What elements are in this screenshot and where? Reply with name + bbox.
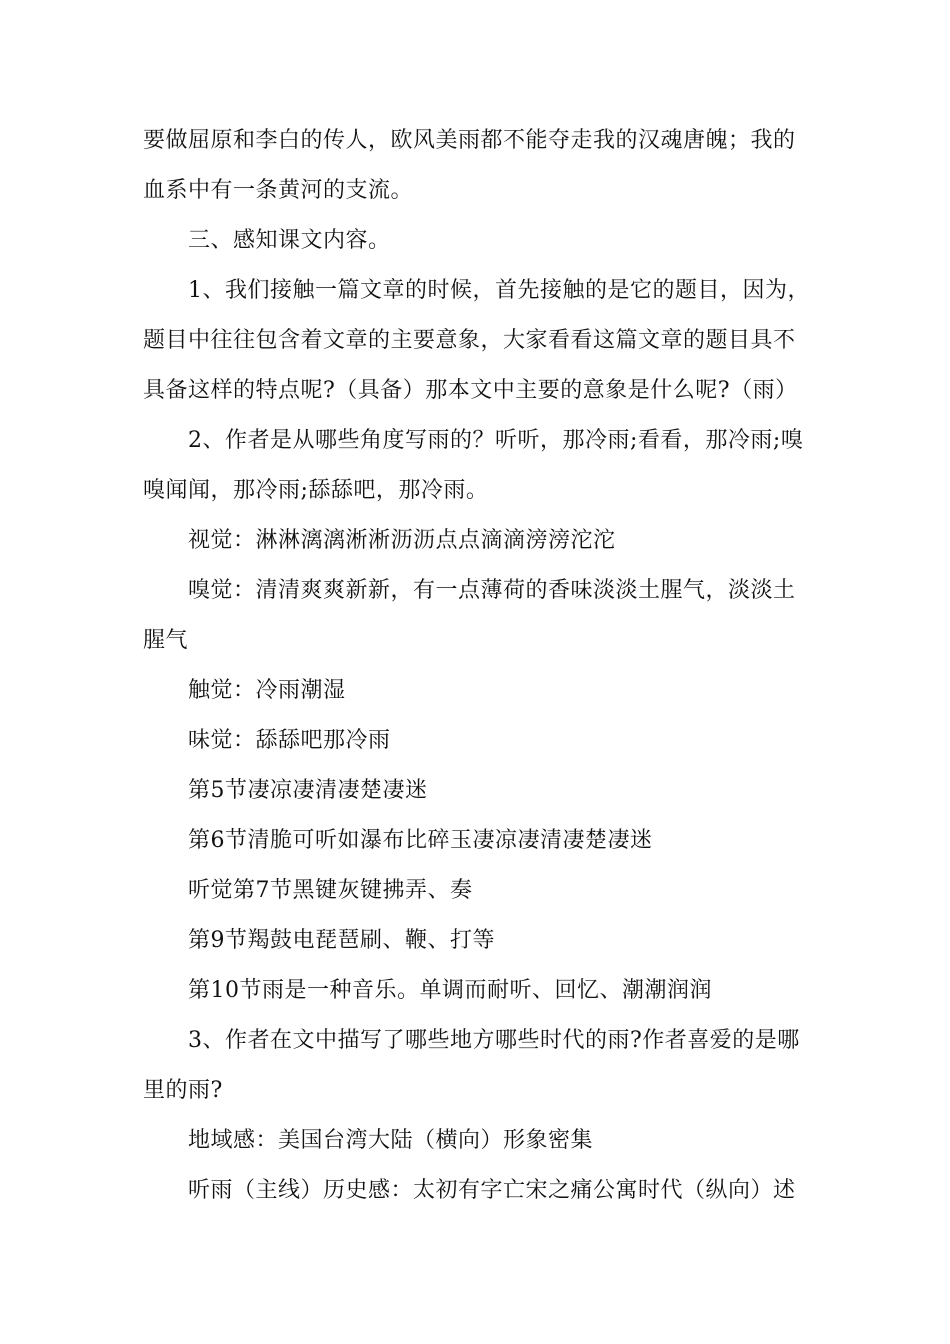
- paragraph-line: 要做屈原和李白的传人，欧风美雨都不能夺走我的汉魂唐魄；我的: [143, 128, 796, 153]
- paragraph-line: 1、我们接触一篇文章的时候，首先接触的是它的题目，因为，: [188, 278, 810, 303]
- paragraph-line: 3、作者在文中描写了哪些地方哪些时代的雨?作者喜爱的是哪: [188, 1028, 800, 1053]
- paragraph-line: 题目中往往包含着文章的主要意象，大家看看这篇文章的题目具不: [143, 328, 796, 353]
- paragraph-line: 视觉：淋淋漓漓淅淅沥沥点点滴滴滂滂沱沱: [188, 528, 616, 553]
- paragraph-line: 里的雨?: [143, 1078, 223, 1103]
- paragraph-line: 第10节雨是一种音乐。单调而耐听、回忆、潮潮润润: [188, 978, 712, 1003]
- paragraph-line: 味觉：舔舔吧那冷雨: [188, 728, 391, 753]
- paragraph-line: 听觉第7节黑键灰键拂弄、奏: [188, 878, 473, 903]
- paragraph-line: 听雨（主线）历史感：太初有字亡宋之痛公寓时代（纵向）述: [188, 1178, 796, 1203]
- paragraph-line: 地域感：美国台湾大陆（横向）形象密集: [188, 1128, 594, 1153]
- paragraph-line: 触觉：冷雨潮湿: [188, 678, 346, 703]
- paragraph-line: 嗅闻闻，那冷雨;舔舔吧，那冷雨。: [143, 478, 489, 503]
- paragraph-line: 腥气: [143, 628, 189, 653]
- paragraph-line: 2、作者是从哪些角度写雨的？听听，那冷雨;看看，那冷雨;嗅: [188, 428, 804, 453]
- paragraph-line: 具备这样的特点呢?（具备）那本文中主要的意象是什么呢?（雨）: [143, 378, 798, 403]
- paragraph-line: 嗅觉：清清爽爽新新，有一点薄荷的香味淡淡土腥气，淡淡土: [188, 578, 796, 603]
- section-heading: 三、感知课文内容。: [188, 228, 391, 253]
- paragraph-line: 血系中有一条黄河的支流。: [143, 178, 414, 203]
- paragraph-line: 第5节凄凉凄清凄楚凄迷: [188, 778, 428, 803]
- paragraph-line: 第6节清脆可听如瀑布比碎玉凄凉凄清凄楚凄迷: [188, 828, 653, 853]
- paragraph-line: 第9节羯鼓电琵琶刷、鞭、打等: [188, 928, 495, 953]
